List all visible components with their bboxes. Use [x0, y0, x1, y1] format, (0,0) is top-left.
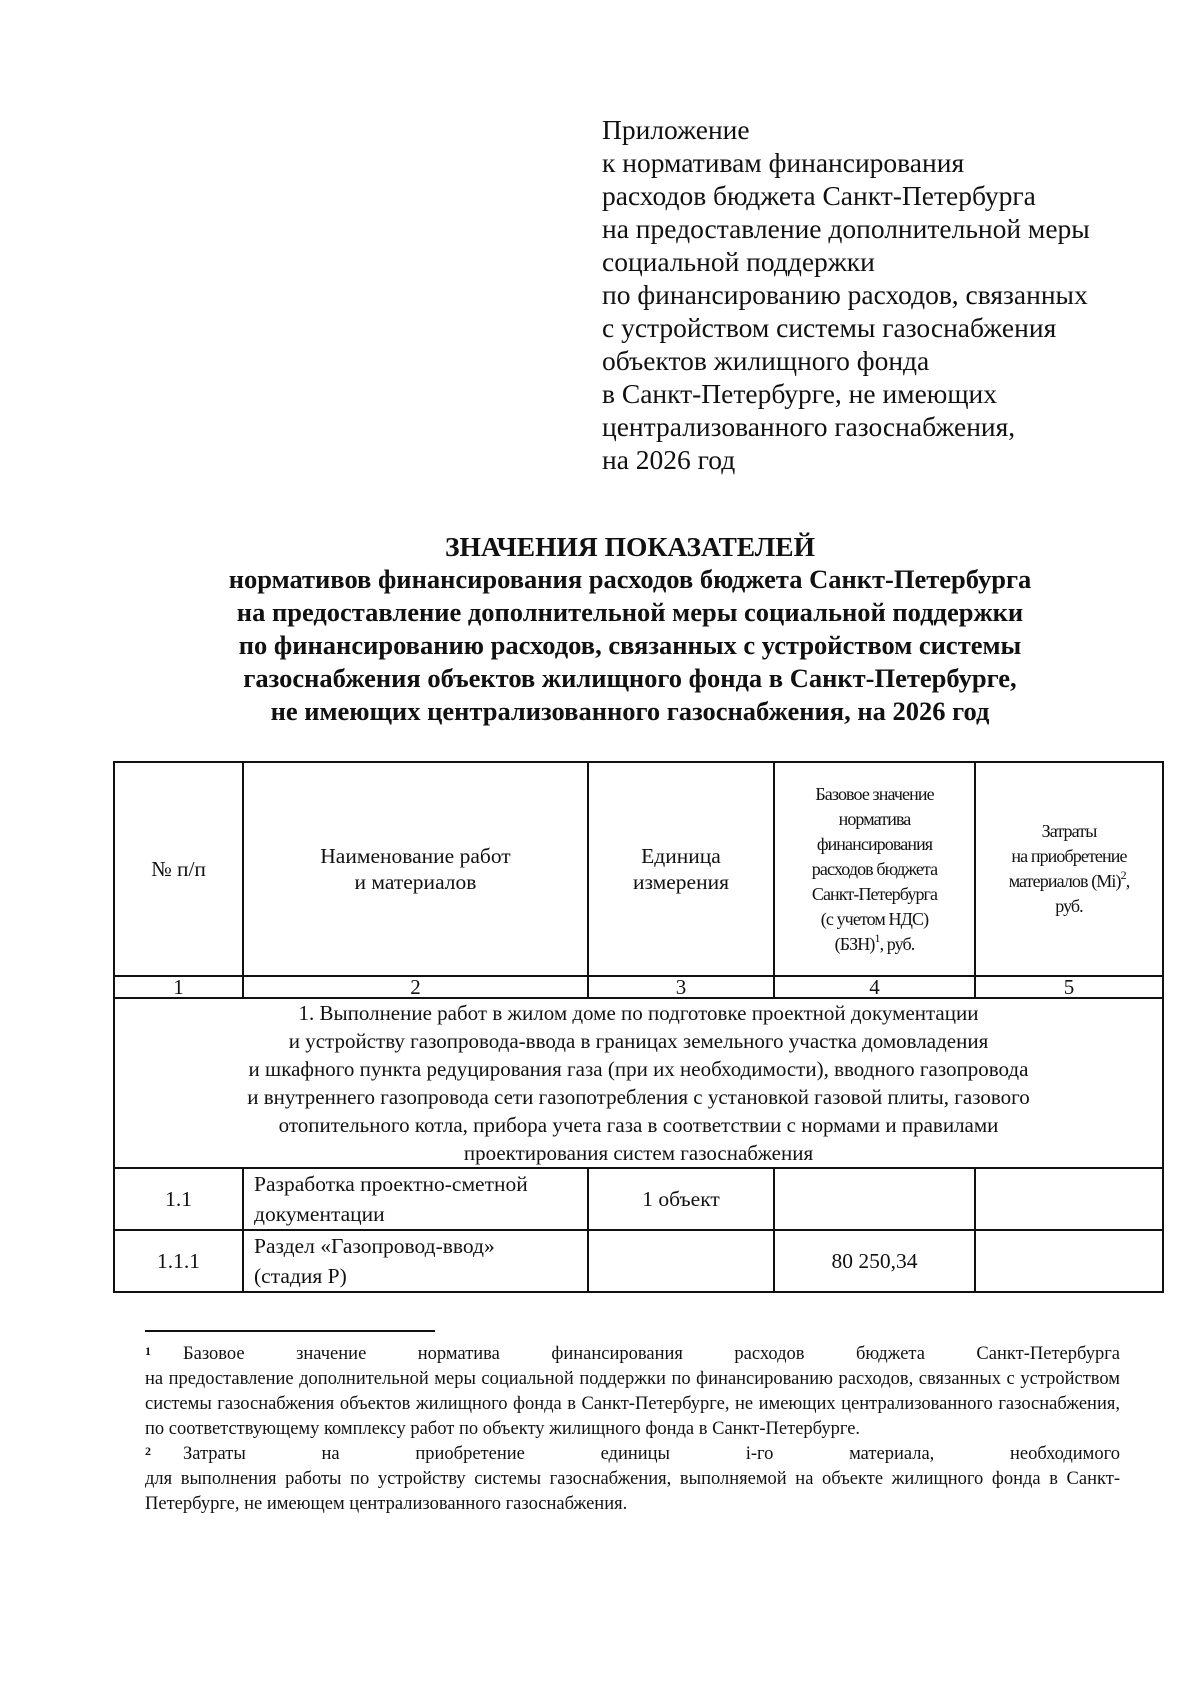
row-name-line: Раздел «Газопровод-ввод» — [254, 1234, 495, 1258]
header-text: , — [1125, 871, 1130, 891]
header-cell-number — [114, 762, 243, 976]
section-line: отопительного котла, прибора учета газа в соответствии с нормами и правилами — [278, 1113, 999, 1137]
footnote-ref: 2 — [1120, 868, 1126, 882]
appendix-line: Приложение — [602, 114, 750, 145]
row-material-cost — [975, 1230, 1163, 1292]
table-header-row — [114, 762, 1163, 976]
section-line: и шкафного пункта редуцирования газа (при их необходимости), вводного газопровода — [248, 1057, 1029, 1081]
footnote-first-line: Базовое значение норматива финансирования расходов бюджета Санкт-Петербурга — [183, 1344, 1120, 1364]
title-line: газоснабжения объектов жилищного фонда в Санкт-Петербурге, — [243, 663, 1017, 693]
section-row — [114, 998, 1163, 1168]
title-line: на предоставление дополнительной меры социальной поддержки — [236, 597, 1024, 627]
header-text: и материалов — [354, 870, 477, 894]
section-line: проектирования систем газоснабжения — [463, 1141, 814, 1165]
section-title — [114, 998, 1163, 1168]
appendix-line: социальной поддержки — [602, 246, 875, 277]
footnote-text: на предоставление дополнительной меры социальной поддержки по финансированию расходов, связанных с устройством системы газоснабжения объектов жилищного фонда в Санкт-Петербурге, не имеющих централизованного газоснабжения, по соответствующему комплексу работ по объекту жилищного фонда в Санкт-Петербурге. — [145, 1369, 1120, 1439]
appendix-line: объектов жилищного фонда — [602, 345, 930, 376]
column-number: 4 — [774, 976, 975, 998]
header-cell-name — [243, 762, 588, 976]
header-text: измерения — [632, 870, 730, 894]
row-name — [243, 1168, 588, 1230]
footnotes — [145, 1342, 1120, 1517]
row-material-cost — [975, 1168, 1163, 1230]
header-text: Базовое значение — [815, 783, 934, 804]
row-name-line: Разработка проектно-сметной — [254, 1172, 528, 1196]
column-number: 3 — [588, 976, 774, 998]
footnote-first-line: Затраты на приобретение единицы i-го материала, необходимого — [183, 1444, 1120, 1464]
appendix-line: расходов бюджета Санкт-Петербурга — [602, 180, 1036, 211]
header-cell-base-value — [774, 762, 975, 976]
appendix-line: на предоставление дополнительной меры — [602, 213, 1090, 244]
title-heading: ЗНАЧЕНИЯ ПОКАЗАТЕЛЕЙ — [444, 531, 816, 562]
header-text: Затраты — [1041, 821, 1097, 841]
footnote-mark: 2 — [145, 1444, 151, 1458]
footnote-separator — [145, 1330, 435, 1332]
column-number: 5 — [975, 976, 1163, 998]
table-row — [114, 1230, 1163, 1292]
section-line: и внутреннего газопровода сети газопотребления с установкой газовой плиты, газового — [247, 1085, 1030, 1109]
row-number: 1.1.1 — [114, 1230, 243, 1292]
header-text: расходов бюджета — [811, 858, 938, 879]
row-name — [243, 1230, 588, 1292]
header-text: № п/п — [151, 857, 206, 881]
footnote-2 — [145, 1442, 1120, 1517]
header-text: на приобретение — [1011, 846, 1127, 866]
header-text: (с учетом НДС) — [820, 908, 929, 929]
header-text: (БЗН) — [834, 933, 875, 954]
appendix-note — [602, 113, 1162, 476]
header-cell-material-costs — [975, 762, 1163, 976]
row-base-value — [774, 1168, 975, 1230]
header-text: руб. — [1055, 896, 1083, 916]
indicators-table — [113, 761, 1164, 1293]
column-number: 1 — [114, 976, 243, 998]
section-line: и устройству газопровода-ввода в границах земельного участка домовладения — [288, 1029, 989, 1053]
title-line: нормативов финансирования расходов бюджета Санкт-Петербурга — [228, 564, 1032, 594]
row-base-value: 80 250,34 — [774, 1230, 975, 1292]
footnote-1 — [145, 1342, 1120, 1442]
table-row — [114, 1168, 1163, 1230]
section-line: 1. Выполнение работ в жилом доме по подготовке проектной документации — [298, 1001, 979, 1025]
header-text: , руб. — [879, 933, 915, 954]
header-text: Наименование работ — [320, 844, 511, 868]
column-number: 2 — [243, 976, 588, 998]
footnote-ref: 1 — [874, 930, 880, 945]
footnote-text: для выполнения работы по устройству системы газоснабжения, выполняемой на объекте жилищного фонда в Санкт-Петербурге, не имеющем централизованного газоснабжения. — [145, 1469, 1120, 1514]
footnote-mark: 1 — [145, 1344, 151, 1358]
header-text-line — [781, 932, 968, 957]
appendix-line: на 2026 год — [602, 444, 736, 475]
title-line: по финансированию расходов, связанных с устройством системы — [238, 630, 1022, 660]
row-number: 1.1 — [114, 1168, 243, 1230]
appendix-line: к нормативам финансирования — [602, 147, 965, 178]
title-line: не имеющих централизованного газоснабжения, на 2026 год — [270, 696, 990, 726]
column-number-row — [114, 976, 1163, 998]
appendix-line: по финансированию расходов, связанных — [602, 279, 1088, 310]
row-name-line: документации — [254, 1202, 385, 1226]
appendix-line: с устройством системы газоснабжения — [602, 312, 1057, 343]
document-title — [100, 530, 1160, 728]
appendix-line: в Санкт-Петербурге, не имеющих — [602, 378, 997, 409]
header-text: норматива — [838, 808, 911, 829]
appendix-line: централизованного газоснабжения, — [602, 411, 1016, 442]
row-name-line: (стадия Р) — [254, 1264, 347, 1288]
header-text: Единица — [641, 844, 721, 868]
header-text: материалов (Mi) — [1008, 871, 1121, 891]
header-text: Санкт-Петербурга — [811, 883, 938, 904]
header-text: финансирования — [816, 833, 933, 854]
header-text-line — [982, 869, 1156, 894]
row-unit — [588, 1230, 774, 1292]
header-cell-unit — [588, 762, 774, 976]
row-unit: 1 объект — [588, 1168, 774, 1230]
